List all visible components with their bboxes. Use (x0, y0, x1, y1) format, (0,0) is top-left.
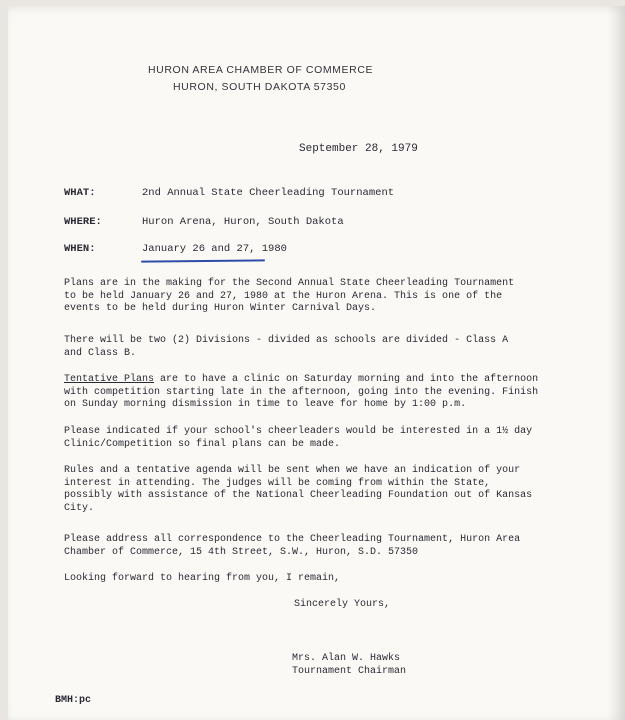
where-label: WHERE: (64, 216, 102, 228)
letter-date: September 28, 1979 (299, 143, 418, 155)
paragraph-intro: Plans are in the making for the Second Annual State Cheerleading Tournament to be held January 26 and 27, 1980 at the Huron Arena. This is one of the events to be held during Huron Winter Carnival Days. (64, 278, 515, 314)
what-value: 2nd Annual State Cheerleading Tournament (142, 187, 395, 199)
paragraph-closing-line: Looking forward to hearing from you, I remain, (64, 573, 341, 584)
signature-block (292, 652, 406, 678)
typist-initials: BMH:pc (55, 695, 92, 706)
what-label: WHAT: (64, 187, 96, 199)
letterhead-address: HURON, SOUTH DAKOTA 57350 (173, 81, 346, 93)
handwritten-underline (141, 259, 265, 262)
signer-name: Mrs. Alan W. Hawks (292, 653, 401, 664)
paragraph-address: Please address all correspondence to the Cheerleading Tournament, Huron Area Chamber of Commerce, 15 4th Street, S.W., Huron, S.D. 57350 (64, 534, 521, 558)
tentative-plans-heading: Tentative Plans (64, 374, 155, 385)
page-edge-shadow (607, 6, 625, 720)
letterhead (148, 64, 373, 98)
closing-salutation: Sincerely Yours, (294, 599, 391, 610)
letterhead-org: HURON AREA CHAMBER OF COMMERCE (148, 64, 374, 76)
where-value: Huron Arena, Huron, South Dakota (142, 216, 344, 228)
paragraph-tentative-plans (64, 374, 564, 412)
paragraph-divisions: There will be two (2) Divisions - divided as schools are divided - Class A and Class B. (64, 335, 509, 359)
when-value: January 26 and 27, 1980 (142, 243, 287, 255)
tentative-plans-text: are to have a clinic on Saturday morning and into the afternoon with competition starting late in the afternoon, going into the evening. Finish on Sunday morning dismission in time to leave for home by 1:00 p.m. (64, 374, 539, 410)
paragraph-interest: Please indicated if your school's cheerleaders would be interested in a 1½ day Clinic/Competition so final plans can be made. (64, 426, 533, 450)
paragraph-rules: Rules and a tentative agenda will be sent when we have an indication of your interest in attending. The judges will be coming from within the State, possibly with assistance of the National Cheerleading Foundation out of Kansas City. (64, 465, 533, 514)
signer-title: Tournament Chairman (292, 666, 407, 677)
letter-page (8, 6, 625, 720)
when-label: WHEN: (64, 243, 96, 255)
